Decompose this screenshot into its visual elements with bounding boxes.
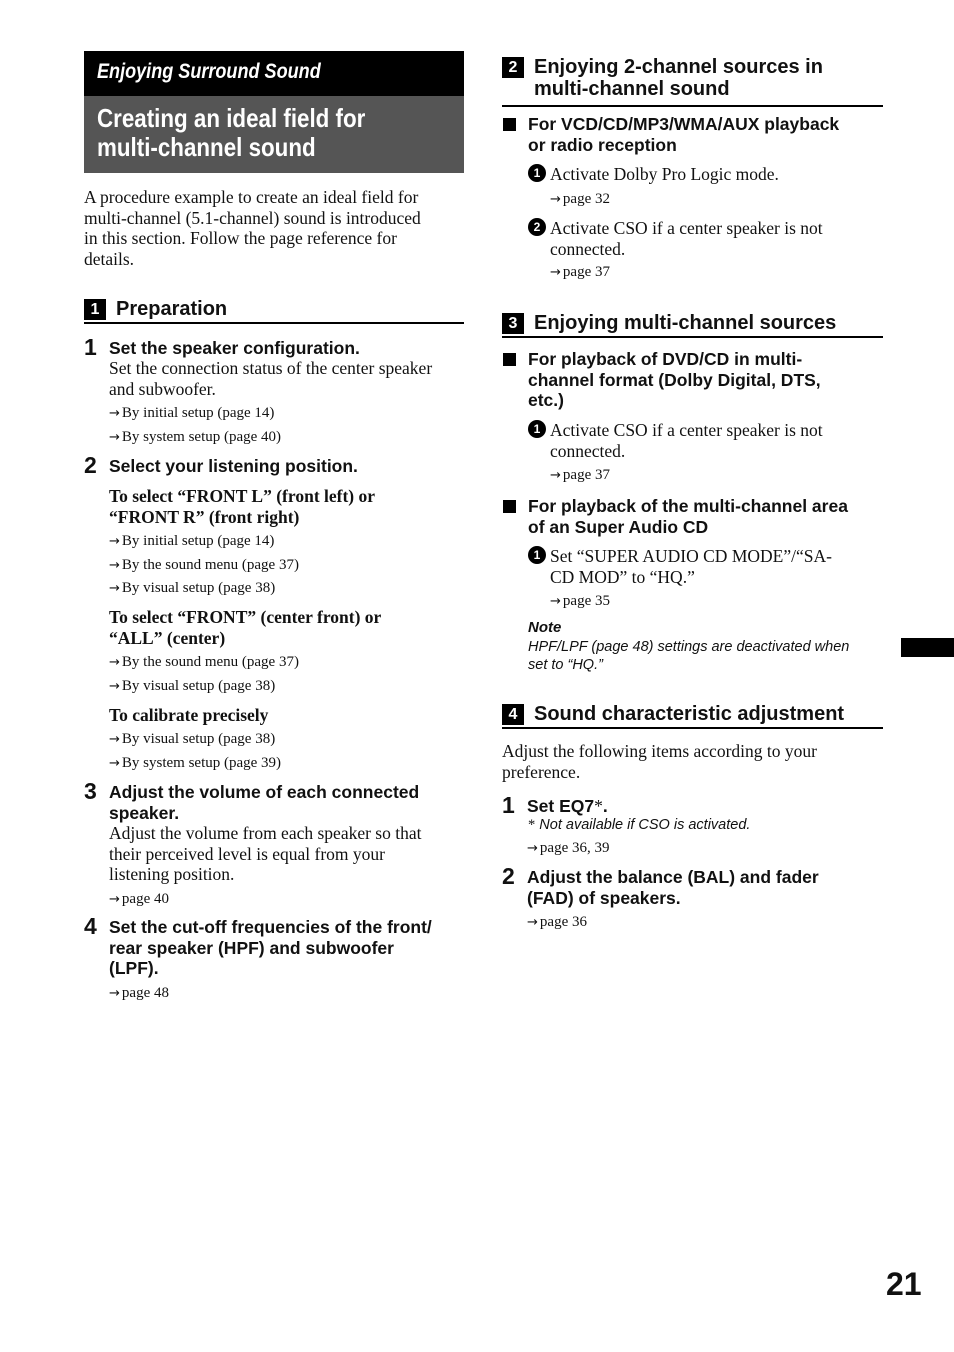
page-reference: → page 36, 39 <box>527 839 609 858</box>
chapter-tab-marker <box>901 638 954 657</box>
square-bullet-icon <box>503 118 516 131</box>
step-number: 3 <box>84 778 97 804</box>
step-number: 4 <box>84 913 97 939</box>
instruction-text: Activate CSO if a center speaker is not connected. <box>550 420 823 461</box>
intro-paragraph: A procedure example to create an ideal field for multi-channel (5.1-channel) sound is introduced in this section. Follow the page reference for details. <box>84 187 421 269</box>
step-description: Adjust the volume from each speaker so that their perceived level is equal from your listening position. <box>109 823 422 884</box>
section-number: 3 <box>502 313 524 334</box>
instruction-text: Activate CSO if a center speaker is not connected. <box>550 218 823 259</box>
circled-number-icon: 1 <box>528 420 546 438</box>
page-title: Creating an ideal field for multi-channel sound <box>84 96 464 173</box>
page-reference: → page 37 <box>550 466 610 485</box>
sub-heading: To select “FRONT L” (front left) or “FRONT R” (front right) <box>109 486 376 527</box>
section-two-channel-heading: 2 Enjoying 2-channel sources in multi-channel sound <box>502 56 883 107</box>
page-reference: → By system setup (page 40) <box>109 428 281 447</box>
page-reference: → By the sound menu (page 37) <box>109 556 299 575</box>
step-title: Set the speaker configuration. <box>109 338 360 358</box>
page-reference: → By initial setup (page 14) <box>109 532 274 551</box>
note-label: Note <box>528 619 562 636</box>
step-number: 2 <box>502 863 515 889</box>
section-header: Enjoying Surround Sound <box>84 51 464 96</box>
step-number: 1 <box>84 334 97 360</box>
sub-heading: To select “FRONT” (center front) or “ALL” (center) <box>109 607 382 648</box>
page-number: 21 <box>886 1266 922 1302</box>
page-reference: → page 35 <box>550 592 610 611</box>
section-multi-channel-heading: 3 Enjoying multi-channel sources <box>502 312 883 338</box>
step-title: Adjust the volume of each connected speaker. <box>109 782 420 823</box>
page-reference: → By visual setup (page 38) <box>109 730 275 749</box>
page-reference: → page 36 <box>527 913 587 932</box>
section-sound-characteristic-heading: 4 Sound characteristic adjustment <box>502 703 883 729</box>
circled-number-icon: 1 <box>528 546 546 564</box>
step-number: 1 <box>502 792 515 818</box>
step-number: 2 <box>84 452 97 478</box>
section-preparation-heading: 1 Preparation <box>84 298 464 324</box>
section-intro: Adjust the following items according to your preference. <box>502 741 817 782</box>
note-text: HPF/LPF (page 48) settings are deactivated when set to “HQ.” <box>528 639 850 673</box>
page-reference: → page 37 <box>550 263 610 282</box>
page-reference: → page 32 <box>550 190 610 209</box>
page-reference: → page 48 <box>109 984 169 1003</box>
page-reference: → By the sound menu (page 37) <box>109 653 299 672</box>
instruction-text: Set “SUPER AUDIO CD MODE”/“SA- CD MOD” to “HQ.” <box>550 546 832 587</box>
page-reference: → By visual setup (page 38) <box>109 677 275 696</box>
section-number: 2 <box>502 57 524 78</box>
square-bullet-icon <box>503 353 516 366</box>
circled-number-icon: 2 <box>528 218 546 236</box>
page-reference: → By system setup (page 39) <box>109 754 281 773</box>
page-reference: → By visual setup (page 38) <box>109 579 275 598</box>
section-number: 1 <box>84 299 106 320</box>
step-title: Set EQ7*. <box>527 796 608 816</box>
step-description: Set the connection status of the center speaker and subwoofer. <box>109 358 433 399</box>
step-title: Set the cut-off frequencies of the front/ rear speaker (HPF) and subwoofer (LPF). <box>109 917 432 978</box>
section-number: 4 <box>502 704 524 725</box>
footnote: * Not available if CSO is activated. <box>528 817 751 833</box>
circled-number-icon: 1 <box>528 164 546 182</box>
square-bullet-icon <box>503 500 516 513</box>
page-reference: → page 40 <box>109 890 169 909</box>
instruction-text: Activate Dolby Pro Logic mode. <box>550 164 779 184</box>
page-reference: → By initial setup (page 14) <box>109 404 274 423</box>
step-title: Select your listening position. <box>109 456 358 476</box>
sub-heading: To calibrate precisely <box>109 705 269 725</box>
step-title: Adjust the balance (BAL) and fader (FAD) of speakers. <box>527 867 819 908</box>
